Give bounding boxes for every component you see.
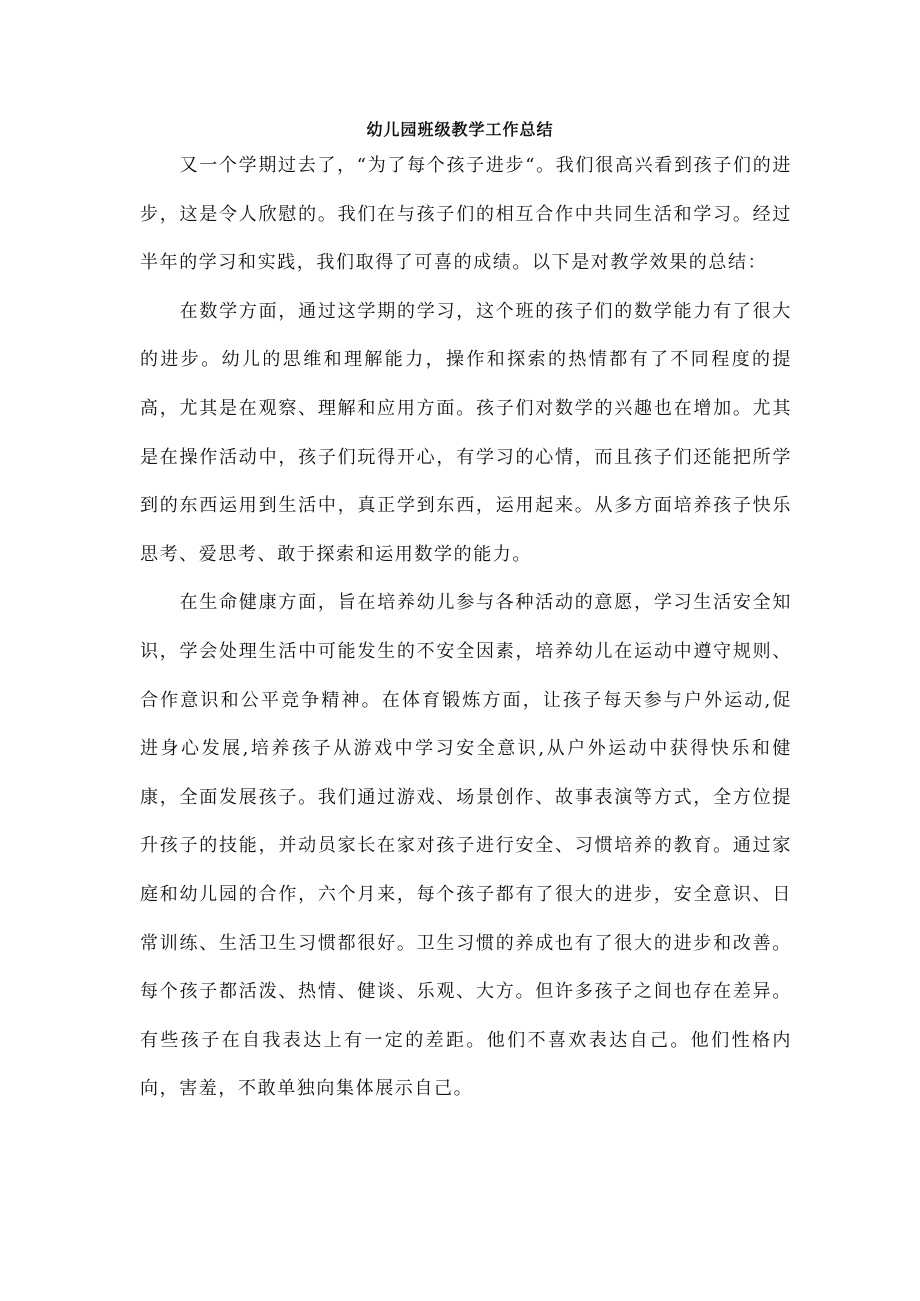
document-title: 幼儿园班级教学工作总结 [366, 120, 554, 139]
paragraph-health: 在生命健康方面，旨在培养幼儿参与各种活动的意愿，学习生活安全知识，学会处理生活中可能发生的不安全因素，培养幼儿在运动中遵守规则、合作意识和公平竞争精神。在体育锻炼方面，让孩子每天参与户外运动,促进身心发展,培养孩子从游戏中学习安全意识,从户外运动中获得快乐和健康，全面发展孩子。我们通过游戏、场景创作、故事表演等方式，全方位提升孩子的技能，并动员家长在家对孩子进行安全、习惯培养的教育。通过家庭和幼儿园的合作，六个月来，每个孩子都有了很大的进步，安全意识、日常训练、生活卫生习惯都很好。卫生习惯的养成也有了很大的进步和改善。每个孩子都活泼、热情、健谈、乐观、大方。但许多孩子之间也存在差异。有些孩子在自我表达上有一定的差距。他们不喜欢表达自己。他们性格内向，害羞，不敢单独向集体展示自己。 [140, 592, 792, 1100]
paragraph-math: 在数学方面，通过这学期的学习，这个班的孩子们的数学能力有了很大的进步。幼儿的思维和理解能力，操作和探索的热情都有了不同程度的提高，尤其是在观察、理解和应用方面。孩子们对数学的兴趣也在增加。尤其是在操作活动中，孩子们玩得开心，有学习的心情，而且孩子们还能把所学到的东西运用到生活中，真正学到东西，运用起来。从多方面培养孩子快乐思考、爱思考、敢于探索和运用数学的能力。 [140, 300, 792, 565]
paragraph-intro: 又一个学期过去了，“为了每个孩子进步“。我们很高兴看到孩子们的进步，这是令人欣慰的。我们在与孩子们的相互合作中共同生活和学习。经过半年的学习和实践，我们取得了可喜的成绩。以下是对教学效果的总结： [140, 155, 792, 274]
document-body [140, 142, 792, 1114]
